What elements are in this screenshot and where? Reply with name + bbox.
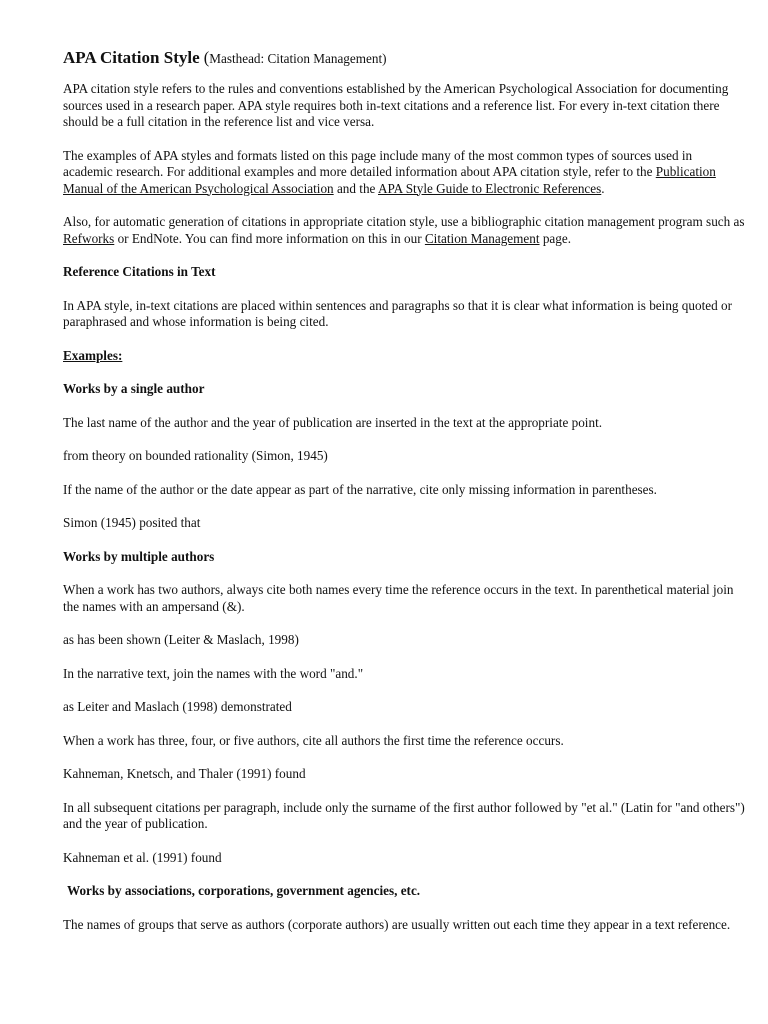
single-author-paragraph-1: The last name of the author and the year of publication are inserted in the text at the appropriate point.	[63, 414, 603, 430]
title-main: APA Citation Style	[63, 48, 200, 67]
multiple-authors-example-2: as Leiter and Maslach (1998) demonstrated	[63, 699, 292, 714]
citation-management-link[interactable]: Citation Management	[424, 230, 540, 246]
intro-paragraph-1: APA citation style refers to the rules and conventions established by the American Psychological Association for documenting sources used in a research paper. APA style requires both in-text citations and a reference list. For every in-text citation there should be a full citation in the reference list and vice versa.	[63, 81, 729, 129]
intro-paragraph-2	[63, 148, 745, 198]
multiple-authors-example-4: Kahneman et al. (1991) found	[63, 849, 222, 865]
single-author-example-1: from theory on bounded rationality (Simon, 1945)	[63, 448, 328, 463]
reference-citations-heading: Reference Citations in Text	[63, 264, 216, 279]
intro-paragraph-3	[63, 214, 745, 247]
multiple-authors-heading: Works by multiple authors	[63, 548, 215, 564]
refworks-link[interactable]: Refworks	[63, 230, 115, 246]
multiple-authors-paragraph-2: In the narrative text, join the names with the word "and."	[63, 665, 364, 681]
intro-p2-text-b: and the	[333, 180, 378, 196]
reference-citations-intro: In APA style, in-text citations are placed within sentences and paragraphs so that it is clear what information is being quoted or paraphrased and whose information is being cited.	[63, 297, 732, 329]
multiple-authors-paragraph-3: When a work has three, four, or five authors, cite all authors the first time the reference occurs.	[63, 732, 564, 748]
associations-heading: Works by associations, corporations, government agencies, etc.	[67, 883, 421, 898]
intro-p2-text-c: .	[601, 180, 605, 196]
single-author-heading: Works by a single author	[63, 381, 205, 396]
associations-paragraph-1: The names of groups that serve as authors (corporate authors) are usually written out each time they appear in a text reference.	[63, 916, 731, 932]
multiple-authors-paragraph-4: In all subsequent citations per paragraph, include only the surname of the first author followed by "et al." (Latin for "and others") and the year of publication.	[63, 799, 745, 831]
publication-manual-link[interactable]: Publication Manual of the American Psychological Association	[63, 164, 716, 196]
multiple-authors-example-3: Kahneman, Knetsch, and Thaler (1991) found	[63, 766, 306, 781]
page-title	[63, 48, 745, 69]
multiple-authors-paragraph-1: When a work has two authors, always cite both names every time the reference occurs in the text. In parenthetical material join the names with an ampersand (&).	[63, 582, 734, 614]
title-open-paren: (	[203, 48, 210, 67]
intro-p3-text-a: Also, for automatic generation of citations in appropriate citation style, use a bibliographic citation management program such as	[63, 214, 745, 229]
title-masthead: Masthead: Citation Management)	[209, 51, 387, 66]
multiple-authors-example-1: as has been shown (Leiter & Maslach, 1998)	[63, 632, 299, 647]
intro-p3-text-b: or EndNote. You can find more information on this in our	[114, 230, 425, 246]
single-author-example-2: Simon (1945) posited that	[63, 515, 201, 530]
document-page	[63, 48, 745, 950]
apa-style-guide-link[interactable]: APA Style Guide to Electronic References	[377, 180, 602, 196]
single-author-paragraph-2: If the name of the author or the date appear as part of the narrative, cite only missing information in parentheses.	[63, 481, 657, 497]
examples-label: Examples:	[63, 347, 123, 363]
intro-p2-text-a: The examples of APA styles and formats listed on this page include many of the most common types of sources used in academic research. For additional examples and more detailed information about APA citation style, refer to the	[63, 147, 693, 179]
intro-p3-text-c: page.	[539, 230, 572, 246]
